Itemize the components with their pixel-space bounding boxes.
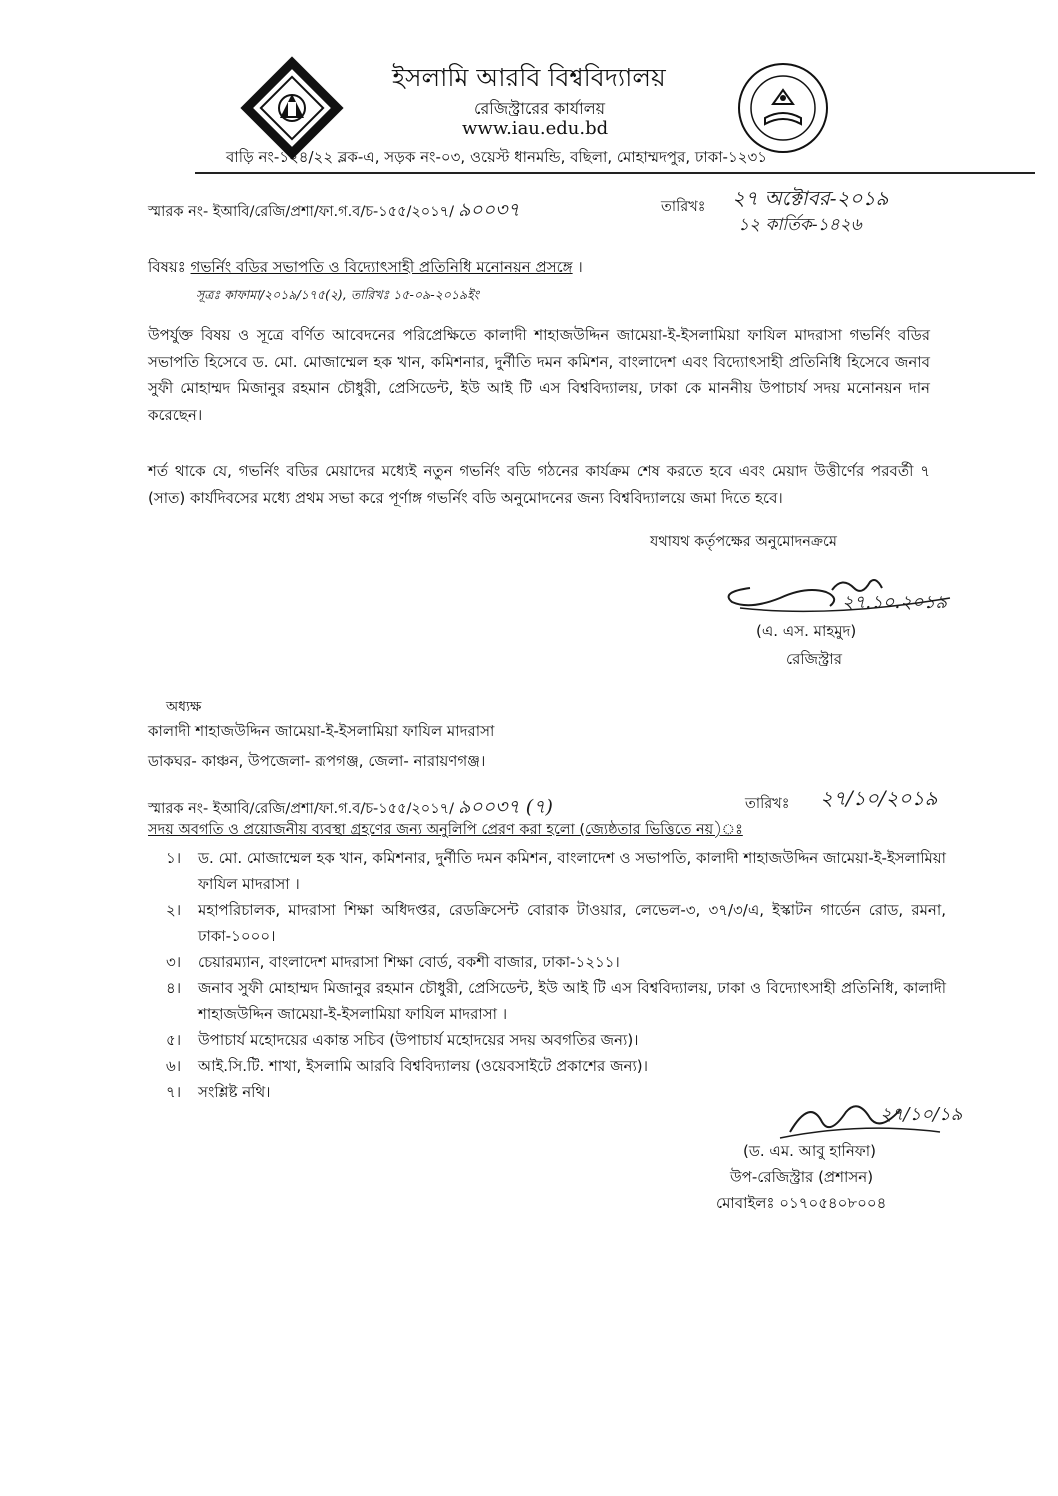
cc-text: উপাচার্য মহোদয়ের একান্ত সচিব (উপাচার্য মহোদয়ের সদয় অবগতির জন্য)। bbox=[198, 1031, 639, 1049]
registrar-signature-date: ২৭.১০.২০১৯ bbox=[842, 592, 948, 613]
copy-ref-handwritten: ৯০০৩৭ (৭) bbox=[457, 796, 553, 818]
office-name: রেজিস্ট্রারের কার্যালয় bbox=[474, 99, 606, 118]
deputy-registrar-name: (ড. এম. আবু হানিফা) bbox=[743, 1142, 876, 1160]
cc-number: ২। bbox=[166, 901, 182, 919]
subject-end: । bbox=[572, 258, 583, 276]
memo-date-label: তারিখঃ bbox=[661, 199, 706, 215]
memo-date-gregorian: ২৭ অক্টোবর-২০১৯ bbox=[732, 186, 889, 210]
cc-number: ৩। bbox=[166, 953, 182, 971]
registrar-title: রেজিস্ট্রার bbox=[786, 650, 843, 668]
body-paragraph-2: শর্ত থাকে যে, গভর্নিং বডির মেয়াদের মধ্যেই নতুন গভর্নিং বডি গঠনের কার্যক্রম শেষ করতে হবে এবং মেয়াদ উত্তীর্ণের পরবর্তী ৭ (সাত) কার্যদিবসের মধ্যে প্রথম সভা করে পূর্ণাঙ্গ গভর্নিং বডি অনুমোদনের জন্য বিশ্ববিদ্যালয়ে জমা দিতে হবে। bbox=[148, 462, 930, 507]
registrar-name: (এ. এস. মাহমুদ) bbox=[756, 622, 857, 640]
subject-line bbox=[148, 256, 583, 281]
cc-number: ৫। bbox=[166, 1031, 182, 1049]
cc-heading: সদয় অবগতি ও প্রয়োজনীয় ব্যবস্থা গ্রহণের জন্য অনুলিপি প্রেরণ করা হলো (জ্যেষ্ঠতার ভিত্তিতে নয়)ঃ bbox=[148, 822, 743, 838]
copy-ref-label: স্মারক নং- ইআবি/রেজি/প্রশা/ফা.গ.ব/চ-১৫৫/২০১৭/ bbox=[148, 801, 454, 817]
cc-text: আই.সি.টি. শাখা, ইসলামি আরবি বিশ্ববিদ্যালয় (ওয়েবসাইটে প্রকাশের জন্য)। bbox=[198, 1057, 649, 1075]
list-item bbox=[166, 975, 946, 1027]
recipient-title: অধ্যক্ষ bbox=[166, 699, 202, 715]
memo-date-bengali: ১২ কার্তিক-১৪২৬ bbox=[738, 215, 862, 235]
copy-date-label: তারিখঃ bbox=[745, 796, 790, 812]
university-address: বাড়ি নং-১২৪/২২ ব্লক-এ, সড়ক নং-০৩, ওয়েস্ট ধানমন্ডি, বছিলা, মোহাম্মদপুর, ঢাকা-১২৩১ bbox=[226, 148, 767, 166]
cc-list bbox=[166, 845, 946, 1105]
list-item bbox=[166, 949, 946, 975]
list-item bbox=[166, 897, 946, 949]
cc-number: ৬। bbox=[166, 1057, 182, 1075]
cc-text: চেয়ারম্যান, বাংলাদেশ মাদরাসা শিক্ষা বোর্ড, বকশী বাজার, ঢাকা-১২১১। bbox=[198, 953, 620, 971]
deputy-registrar-title: উপ-রেজিস্ট্রার (প্রশাসন) bbox=[730, 1168, 874, 1186]
recipient-name: কালাদী শাহাজউদ্দিন জামেয়া-ই-ইসলামিয়া ফাযিল মাদরাসা bbox=[148, 722, 495, 740]
deputy-registrar-mobile: মোবাইলঃ ০১৭০৫৪০৮০০৪ bbox=[716, 1194, 887, 1212]
approval-note: যথাযথ কর্তৃপক্ষের অনুমোদনক্রমে bbox=[650, 534, 837, 550]
memo-ref-label: স্মারক নং- ইআবি/রেজি/প্রশা/ফা.গ.ব/চ-১৫৫/২০১৭/ bbox=[148, 204, 454, 220]
header-divider bbox=[195, 172, 1035, 174]
cc-text: মহাপরিচালক, মাদরাসা শিক্ষা অধিদপ্তর, রেডক্রিসেন্ট বোরাক টাওয়ার, লেভেল-৩, ৩৭/৩/এ, ইস্কাটন গার্ডেন রোড, রমনা, ঢাকা-১০০০। bbox=[198, 901, 946, 945]
copy-date-handwritten: ২৭/১০/২০১৯ bbox=[820, 786, 938, 810]
subject-text: গভর্নিং বডির সভাপতি ও বিদ্যোৎসাহী প্রতিনিধি মনোনয়ন প্রসঙ্গে bbox=[190, 258, 573, 276]
subject-label: বিষয়ঃ bbox=[148, 258, 186, 276]
university-name: ইসলামি আরবি বিশ্ববিদ্যালয় bbox=[392, 63, 666, 92]
cc-text: সংশ্লিষ্ট নথি। bbox=[198, 1083, 271, 1101]
cc-number: ৭। bbox=[166, 1083, 182, 1101]
list-item bbox=[166, 845, 946, 897]
source-reference: সূত্রঃ কাফামা/২০১৯/১৭৫(২), তারিখঃ ১৫-০৯-২০১৯ইং bbox=[196, 287, 479, 302]
list-item bbox=[166, 1027, 946, 1053]
university-emblem-icon bbox=[240, 56, 344, 160]
list-item bbox=[166, 1053, 946, 1079]
cc-text: জনাব সুফী মোহাম্মদ মিজানুর রহমান চৌধুরী, প্রেসিডেন্ট, ইউ আই টি এস বিশ্ববিদ্যালয়, ঢাকা ও বিদ্যোৎসাহী প্রতিনিধি, কালাদী শাহাজউদ্দিন জামেয়া-ই-ইসলামিয়া ফাযিল মাদরাসা । bbox=[198, 979, 946, 1023]
recipient-address: ডাকঘর- কাঞ্চন, উপজেলা- রূপগঞ্জ, জেলা- নারায়ণগঞ্জ। bbox=[148, 752, 486, 770]
cc-number: ৪। bbox=[166, 979, 182, 997]
website-link[interactable]: www.iau.edu.bd bbox=[462, 118, 609, 139]
cc-text: ড. মো. মোজাম্মেল হক খান, কমিশনার, দুর্নীতি দমন কমিশন, বাংলাদেশ ও সভাপতি, কালাদী শাহাজউদ্দিন জামেয়া-ই-ইসলামিয়া ফাযিল মাদরাসা । bbox=[198, 849, 946, 893]
body-paragraph-1: উপর্যুক্ত বিষয় ও সূত্রে বর্ণিত আবেদনের পরিপ্রেক্ষিতে কালাদী শাহাজউদ্দিন জামেয়া-ই-ইসলামিয়া ফাযিল মাদরাসা গভর্নিং বডির সভাপতি হিসেবে ড. মো. মোজাম্মেল হক খান, কমিশনার, দুর্নীতি দমন কমিশন, বাংলাদেশ এবং বিদ্যোৎসাহী প্রতিনিধি হিসেবে জনাব সুফী মোহাম্মদ মিজানুর রহমান চৌধুরী, প্রেসিডেন্ট, ইউ আই টি এস বিশ্ববিদ্যালয়, ঢাকা কে মাননীয় উপাচার্য সদয় মনোনয়ন দান করেছেন। bbox=[148, 326, 930, 424]
memo-ref-handwritten: ৯০০৩৭ bbox=[457, 199, 520, 221]
university-seal-icon bbox=[735, 60, 831, 156]
cc-number: ১। bbox=[166, 849, 182, 867]
memo-reference bbox=[148, 196, 520, 228]
deputy-signature-date: ২৭/১০/১৯ bbox=[880, 1104, 963, 1125]
